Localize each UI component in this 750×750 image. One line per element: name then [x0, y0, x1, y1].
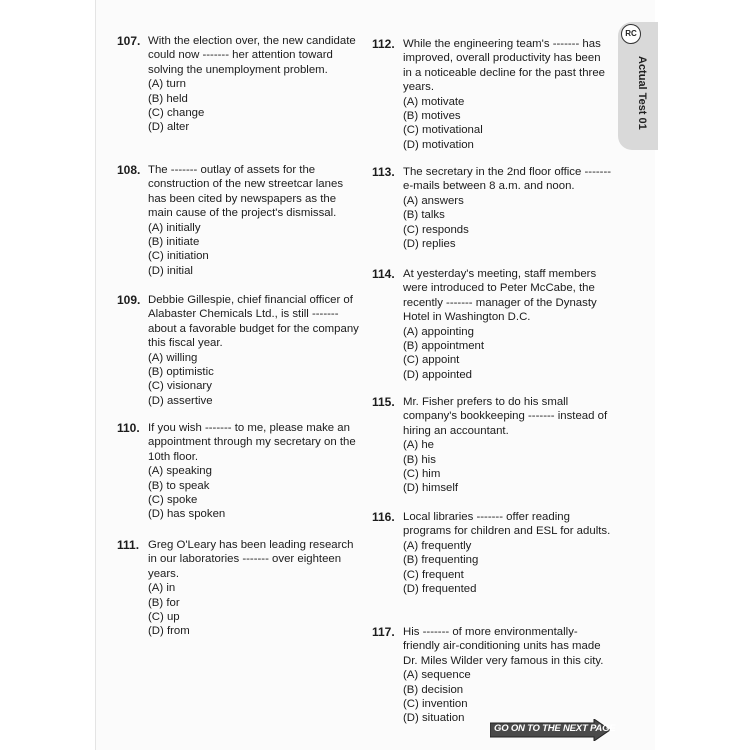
- option-d[interactable]: (D) assertive: [148, 394, 213, 407]
- option-c[interactable]: (C) visionary: [148, 380, 212, 393]
- question-number: 108.: [117, 163, 141, 177]
- option-b[interactable]: (B) appointment: [403, 340, 485, 353]
- question-number: 117.: [372, 625, 395, 639]
- option-c[interactable]: (C) change: [148, 107, 205, 120]
- answer-options: [148, 77, 362, 135]
- option-d[interactable]: (D) initial: [148, 264, 193, 277]
- option-a[interactable]: (A) willing: [148, 351, 198, 364]
- question-stem: Local libraries ------- offer reading programs for children and ESL for adults.: [403, 511, 611, 538]
- question-110: [117, 421, 362, 522]
- answer-options: [148, 464, 362, 522]
- option-b[interactable]: (B) optimistic: [148, 366, 214, 379]
- question-number: 113.: [372, 165, 395, 179]
- option-b[interactable]: (B) frequenting: [403, 554, 479, 567]
- question-113: [372, 165, 612, 251]
- question-number: 112.: [372, 37, 395, 51]
- question-stem: At yesterday's meeting, staff members were introduced to Peter McCabe, the recently ------- manager of the Dynasty Hotel in Washington D.C.: [403, 268, 597, 324]
- answer-options: [403, 668, 612, 726]
- answer-options: [403, 194, 612, 252]
- option-c[interactable]: (C) invention: [403, 698, 468, 711]
- answer-options: [148, 221, 362, 279]
- question-stem: While the engineering team's ------- has improved, overall productivity has been in a noticeable decline for the past three years.: [403, 38, 606, 94]
- question-stem: With the election over, the new candidate could now ------- her attention toward solving the unemployment problem.: [148, 35, 356, 76]
- next-page-button[interactable]: [490, 719, 616, 741]
- option-d[interactable]: (D) frequented: [403, 583, 477, 596]
- question-stem: Mr. Fisher prefers to do his small company's bookkeeping ------- instead of hiring an accountant.: [403, 396, 608, 437]
- question-stem: His ------- of more environmentally-friendly air-conditioning units has made Dr. Miles Wilder very famous in this city.: [403, 626, 604, 667]
- option-a[interactable]: (A) speaking: [148, 465, 212, 478]
- option-b[interactable]: (B) initiate: [148, 236, 200, 249]
- question-108: [117, 163, 362, 278]
- option-b[interactable]: (B) motives: [403, 110, 461, 123]
- option-a[interactable]: (A) initially: [148, 221, 201, 234]
- option-d[interactable]: (D) replies: [403, 238, 456, 251]
- option-c[interactable]: (C) initiation: [148, 250, 209, 263]
- option-b[interactable]: (B) decision: [403, 683, 464, 696]
- question-stem: The ------- outlay of assets for the construction of the new streetcar lanes has been cited by newspapers as the main cause of the project's dismissal.: [148, 164, 344, 220]
- option-c[interactable]: (C) spoke: [148, 494, 198, 507]
- option-d[interactable]: (D) appointed: [403, 368, 473, 381]
- option-a[interactable]: (A) motivate: [403, 95, 465, 108]
- question-number: 111.: [117, 538, 140, 552]
- option-c[interactable]: (C) him: [403, 468, 441, 481]
- question-109: [117, 293, 362, 408]
- option-a[interactable]: (A) sequence: [403, 669, 471, 682]
- question-115: [372, 395, 612, 496]
- question-number: 107.: [117, 34, 141, 48]
- option-a[interactable]: (A) frequently: [403, 539, 472, 552]
- question-stem: Debbie Gillespie, chief financial officer of Alabaster Chemicals Ltd., is still ------- about a favorable budget for the company this fiscal year.: [148, 294, 359, 350]
- option-a[interactable]: (A) turn: [148, 78, 186, 91]
- option-d[interactable]: (D) from: [148, 625, 190, 638]
- option-d[interactable]: (D) motivation: [403, 138, 474, 151]
- option-a[interactable]: (A) appointing: [403, 325, 474, 338]
- question-stem: Greg O'Leary has been leading research in our laboratories ------- over eighteen years.: [148, 539, 354, 580]
- section-tab-label: Actual Test 01: [636, 56, 648, 130]
- answer-options: [403, 95, 612, 153]
- option-b[interactable]: (B) his: [403, 453, 436, 466]
- question-111: [117, 538, 362, 639]
- option-c[interactable]: (C) motivational: [403, 124, 483, 137]
- option-b[interactable]: (B) talks: [403, 209, 445, 222]
- option-b[interactable]: (B) held: [148, 92, 188, 105]
- option-c[interactable]: (C) frequent: [403, 568, 464, 581]
- answer-options: [403, 438, 612, 496]
- question-117: [372, 625, 612, 726]
- reading-comprehension-badge: RC: [621, 24, 641, 44]
- option-c[interactable]: (C) appoint: [403, 354, 460, 367]
- answer-options: [148, 581, 362, 639]
- question-number: 109.: [117, 293, 141, 307]
- next-page-label: GO ON TO THE NEXT PAGE: [494, 723, 616, 734]
- question-114: [372, 267, 612, 382]
- option-a[interactable]: (A) he: [403, 439, 435, 452]
- question-112: [372, 37, 612, 152]
- question-number: 114.: [372, 267, 395, 281]
- answer-options: [148, 351, 362, 409]
- option-b[interactable]: (B) to speak: [148, 479, 210, 492]
- option-c[interactable]: (C) up: [148, 611, 180, 624]
- option-a[interactable]: (A) answers: [403, 194, 464, 207]
- page-margin: [655, 0, 750, 750]
- option-a[interactable]: (A) in: [148, 582, 176, 595]
- question-number: 116.: [372, 510, 395, 524]
- option-b[interactable]: (B) for: [148, 596, 180, 609]
- option-d[interactable]: (D) himself: [403, 482, 459, 495]
- answer-options: [403, 539, 612, 597]
- option-d[interactable]: (D) situation: [403, 712, 465, 725]
- question-107: [117, 34, 362, 135]
- question-stem: The secretary in the 2nd floor office ------- e-mails between 8 a.m. and noon.: [403, 166, 612, 193]
- option-d[interactable]: (D) has spoken: [148, 508, 226, 521]
- option-d[interactable]: (D) alter: [148, 121, 190, 134]
- answer-options: [403, 325, 612, 383]
- question-stem: If you wish ------- to me, please make an appointment through my secretary on the 10th floor.: [148, 422, 356, 463]
- question-116: [372, 510, 612, 596]
- question-number: 115.: [372, 395, 395, 409]
- question-number: 110.: [117, 421, 140, 435]
- option-c[interactable]: (C) responds: [403, 223, 469, 236]
